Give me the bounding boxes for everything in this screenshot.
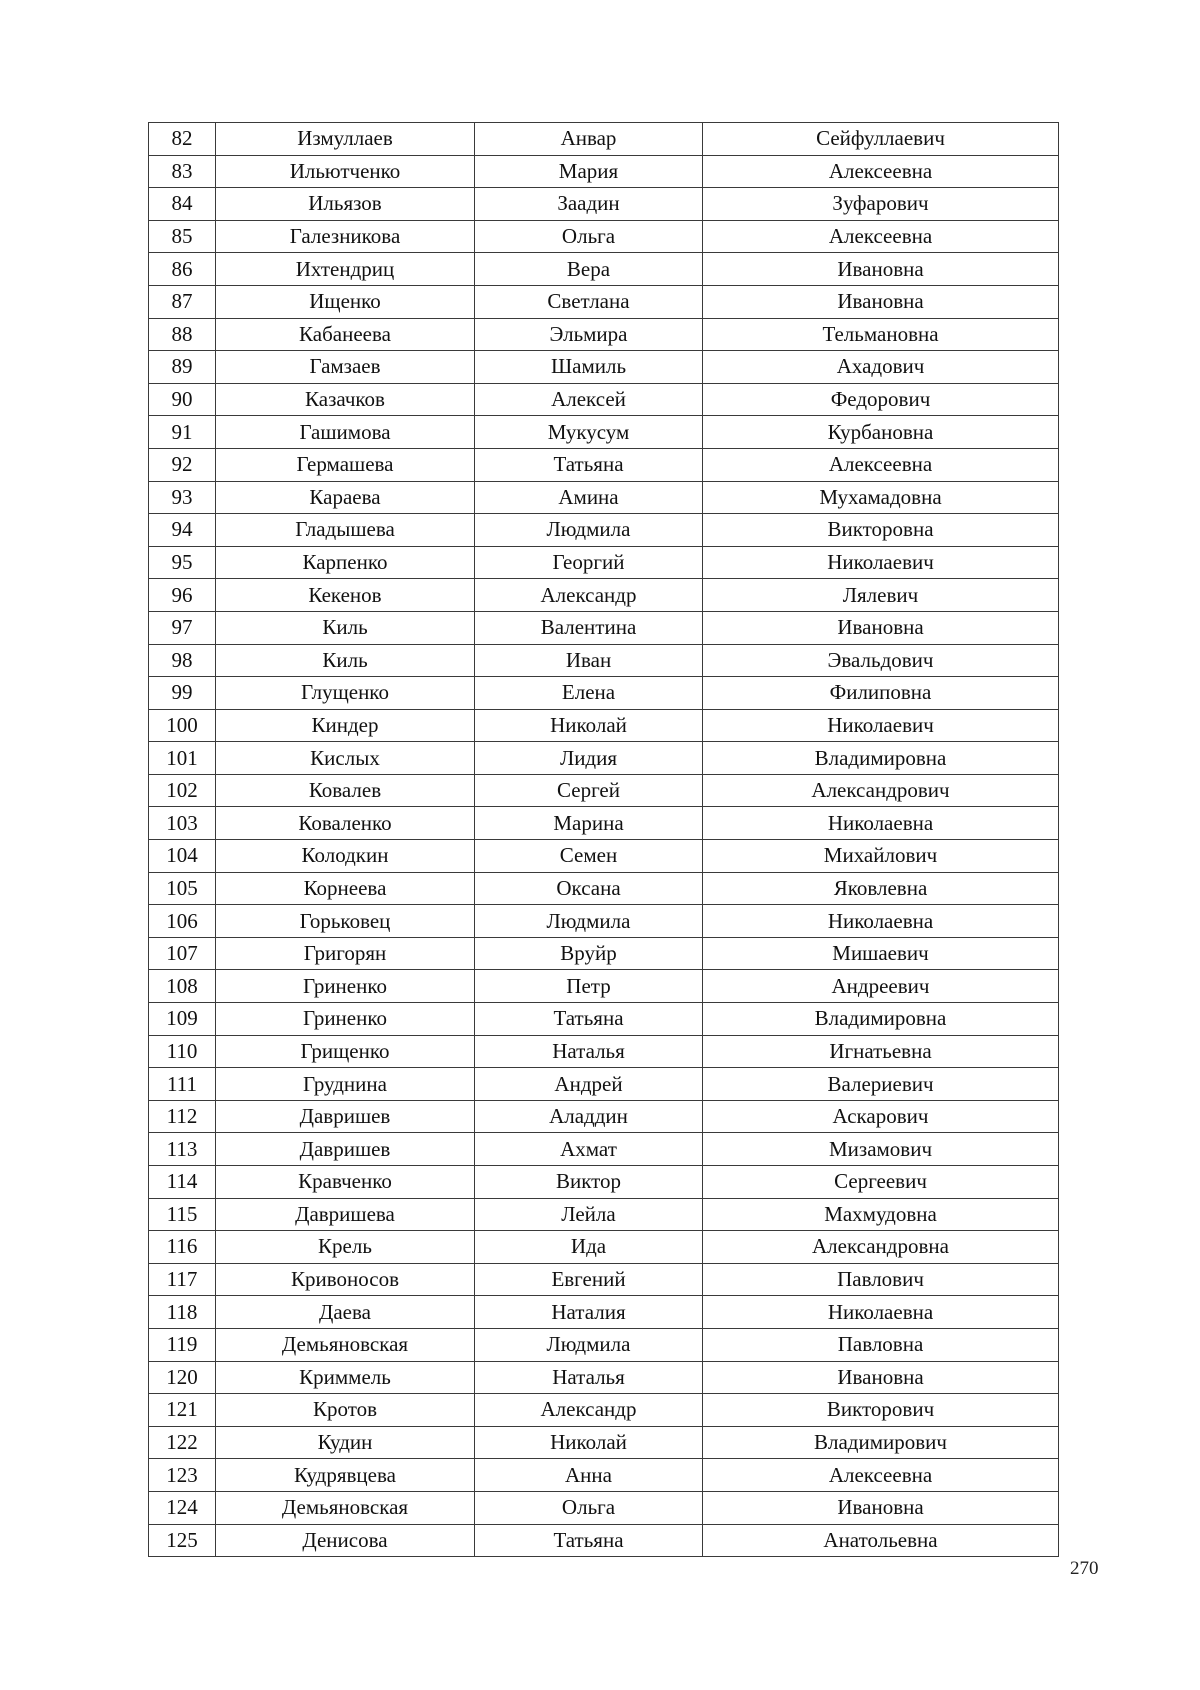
patronymic-cell: Федорович xyxy=(703,383,1059,416)
first-name-cell: Николай xyxy=(475,709,703,742)
surname-cell: Кудрявцева xyxy=(216,1459,475,1492)
table-row xyxy=(149,1426,1059,1459)
surname-cell: Криммель xyxy=(216,1361,475,1394)
first-name-cell: Оксана xyxy=(475,872,703,905)
surname-cell: Кислых xyxy=(216,742,475,775)
row-number-cell: 124 xyxy=(149,1491,216,1524)
patronymic-cell: Ахадович xyxy=(703,351,1059,384)
row-number-cell: 122 xyxy=(149,1426,216,1459)
row-number-cell: 107 xyxy=(149,937,216,970)
first-name-cell: Александр xyxy=(475,1394,703,1427)
patronymic-cell: Павловна xyxy=(703,1328,1059,1361)
surname-cell: Колодкин xyxy=(216,840,475,873)
surname-cell: Гриненко xyxy=(216,970,475,1003)
surname-cell: Даева xyxy=(216,1296,475,1329)
patronymic-cell: Викторовна xyxy=(703,514,1059,547)
table-row xyxy=(149,318,1059,351)
surname-cell: Гермашева xyxy=(216,448,475,481)
row-number-cell: 109 xyxy=(149,1003,216,1036)
first-name-cell: Наталья xyxy=(475,1035,703,1068)
surname-cell: Корнеева xyxy=(216,872,475,905)
surname-cell: Ильязов xyxy=(216,188,475,221)
table-row xyxy=(149,155,1059,188)
row-number-cell: 88 xyxy=(149,318,216,351)
patronymic-cell: Ивановна xyxy=(703,611,1059,644)
patronymic-cell: Тельмановна xyxy=(703,318,1059,351)
first-name-cell: Аладдин xyxy=(475,1100,703,1133)
surname-cell: Галезникова xyxy=(216,220,475,253)
row-number-cell: 95 xyxy=(149,546,216,579)
row-number-cell: 94 xyxy=(149,514,216,547)
surname-cell: Киль xyxy=(216,611,475,644)
row-number-cell: 89 xyxy=(149,351,216,384)
patronymic-cell: Алексеевна xyxy=(703,1459,1059,1492)
first-name-cell: Анна xyxy=(475,1459,703,1492)
row-number-cell: 120 xyxy=(149,1361,216,1394)
row-number-cell: 118 xyxy=(149,1296,216,1329)
patronymic-cell: Павлович xyxy=(703,1263,1059,1296)
first-name-cell: Елена xyxy=(475,677,703,710)
first-name-cell: Мукусум xyxy=(475,416,703,449)
surname-cell: Кудин xyxy=(216,1426,475,1459)
row-number-cell: 98 xyxy=(149,644,216,677)
first-name-cell: Амина xyxy=(475,481,703,514)
patronymic-cell: Эвальдович xyxy=(703,644,1059,677)
row-number-cell: 100 xyxy=(149,709,216,742)
table-row xyxy=(149,1328,1059,1361)
row-number-cell: 113 xyxy=(149,1133,216,1166)
patronymic-cell: Александрович xyxy=(703,774,1059,807)
table-row xyxy=(149,1524,1059,1557)
patronymic-cell: Алексеевна xyxy=(703,448,1059,481)
patronymic-cell: Николаевич xyxy=(703,709,1059,742)
table-row xyxy=(149,905,1059,938)
table-row xyxy=(149,1068,1059,1101)
table-row xyxy=(149,742,1059,775)
first-name-cell: Заадин xyxy=(475,188,703,221)
first-name-cell: Алексей xyxy=(475,383,703,416)
row-number-cell: 101 xyxy=(149,742,216,775)
row-number-cell: 103 xyxy=(149,807,216,840)
table-row xyxy=(149,1100,1059,1133)
surname-cell: Гамзаев xyxy=(216,351,475,384)
table-row xyxy=(149,677,1059,710)
patronymic-cell: Махмудовна xyxy=(703,1198,1059,1231)
surname-cell: Груднина xyxy=(216,1068,475,1101)
row-number-cell: 82 xyxy=(149,123,216,156)
first-name-cell: Шамиль xyxy=(475,351,703,384)
first-name-cell: Людмила xyxy=(475,1328,703,1361)
surname-cell: Горьковец xyxy=(216,905,475,938)
surname-cell: Гашимова xyxy=(216,416,475,449)
row-number-cell: 102 xyxy=(149,774,216,807)
row-number-cell: 85 xyxy=(149,220,216,253)
surname-cell: Грищенко xyxy=(216,1035,475,1068)
first-name-cell: Петр xyxy=(475,970,703,1003)
row-number-cell: 121 xyxy=(149,1394,216,1427)
surname-cell: Ильютченко xyxy=(216,155,475,188)
first-name-cell: Татьяна xyxy=(475,448,703,481)
table-row xyxy=(149,481,1059,514)
surname-cell: Карпенко xyxy=(216,546,475,579)
row-number-cell: 97 xyxy=(149,611,216,644)
surname-cell: Кравченко xyxy=(216,1166,475,1199)
table-row xyxy=(149,416,1059,449)
row-number-cell: 90 xyxy=(149,383,216,416)
row-number-cell: 91 xyxy=(149,416,216,449)
table-row xyxy=(149,709,1059,742)
surname-cell: Давришев xyxy=(216,1100,475,1133)
table-row xyxy=(149,188,1059,221)
table-row xyxy=(149,253,1059,286)
row-number-cell: 115 xyxy=(149,1198,216,1231)
table-row xyxy=(149,579,1059,612)
first-name-cell: Сергей xyxy=(475,774,703,807)
table-row xyxy=(149,1263,1059,1296)
surname-cell: Гриненко xyxy=(216,1003,475,1036)
table-row xyxy=(149,840,1059,873)
row-number-cell: 92 xyxy=(149,448,216,481)
table-row xyxy=(149,514,1059,547)
table-row xyxy=(149,123,1059,156)
first-name-cell: Семен xyxy=(475,840,703,873)
row-number-cell: 117 xyxy=(149,1263,216,1296)
table-row xyxy=(149,1459,1059,1492)
surname-cell: Караева xyxy=(216,481,475,514)
row-number-cell: 106 xyxy=(149,905,216,938)
first-name-cell: Ида xyxy=(475,1231,703,1264)
first-name-cell: Людмила xyxy=(475,905,703,938)
row-number-cell: 83 xyxy=(149,155,216,188)
first-name-cell: Лидия xyxy=(475,742,703,775)
first-name-cell: Александр xyxy=(475,579,703,612)
row-number-cell: 110 xyxy=(149,1035,216,1068)
surname-cell: Давришев xyxy=(216,1133,475,1166)
first-name-cell: Эльмира xyxy=(475,318,703,351)
first-name-cell: Марина xyxy=(475,807,703,840)
row-number-cell: 87 xyxy=(149,285,216,318)
surname-cell: Кротов xyxy=(216,1394,475,1427)
patronymic-cell: Николаевич xyxy=(703,546,1059,579)
patronymic-cell: Владимирович xyxy=(703,1426,1059,1459)
table-row xyxy=(149,1231,1059,1264)
first-name-cell: Валентина xyxy=(475,611,703,644)
surname-cell: Измуллаев xyxy=(216,123,475,156)
patronymic-cell: Филиповна xyxy=(703,677,1059,710)
patronymic-cell: Мухамадовна xyxy=(703,481,1059,514)
patronymic-cell: Андреевич xyxy=(703,970,1059,1003)
surname-cell: Гладышева xyxy=(216,514,475,547)
patronymic-cell: Сейфуллаевич xyxy=(703,123,1059,156)
page-number: 270 xyxy=(1070,1558,1099,1579)
surname-cell: Коваленко xyxy=(216,807,475,840)
patronymic-cell: Ивановна xyxy=(703,253,1059,286)
row-number-cell: 111 xyxy=(149,1068,216,1101)
names-table-body xyxy=(149,123,1059,1557)
first-name-cell: Светлана xyxy=(475,285,703,318)
table-row xyxy=(149,351,1059,384)
table-row xyxy=(149,1166,1059,1199)
row-number-cell: 119 xyxy=(149,1328,216,1361)
surname-cell: Киль xyxy=(216,644,475,677)
patronymic-cell: Николаевна xyxy=(703,905,1059,938)
row-number-cell: 93 xyxy=(149,481,216,514)
patronymic-cell: Сергеевич xyxy=(703,1166,1059,1199)
patronymic-cell: Михайлович xyxy=(703,840,1059,873)
first-name-cell: Георгий xyxy=(475,546,703,579)
table-row xyxy=(149,774,1059,807)
first-name-cell: Анвар xyxy=(475,123,703,156)
surname-cell: Ковалев xyxy=(216,774,475,807)
table-row xyxy=(149,1198,1059,1231)
patronymic-cell: Аскарович xyxy=(703,1100,1059,1133)
first-name-cell: Татьяна xyxy=(475,1524,703,1557)
names-table xyxy=(148,122,1059,1557)
patronymic-cell: Анатольевна xyxy=(703,1524,1059,1557)
patronymic-cell: Алексеевна xyxy=(703,155,1059,188)
surname-cell: Григорян xyxy=(216,937,475,970)
row-number-cell: 125 xyxy=(149,1524,216,1557)
patronymic-cell: Владимировна xyxy=(703,742,1059,775)
table-row xyxy=(149,1035,1059,1068)
surname-cell: Глущенко xyxy=(216,677,475,710)
first-name-cell: Виктор xyxy=(475,1166,703,1199)
surname-cell: Казачков xyxy=(216,383,475,416)
patronymic-cell: Николаевна xyxy=(703,807,1059,840)
row-number-cell: 99 xyxy=(149,677,216,710)
row-number-cell: 105 xyxy=(149,872,216,905)
first-name-cell: Ольга xyxy=(475,220,703,253)
patronymic-cell: Ивановна xyxy=(703,1491,1059,1524)
surname-cell: Демьяновская xyxy=(216,1491,475,1524)
patronymic-cell: Лялевич xyxy=(703,579,1059,612)
first-name-cell: Наталия xyxy=(475,1296,703,1329)
row-number-cell: 116 xyxy=(149,1231,216,1264)
patronymic-cell: Ивановна xyxy=(703,1361,1059,1394)
surname-cell: Ихтендриц xyxy=(216,253,475,286)
surname-cell: Крель xyxy=(216,1231,475,1264)
row-number-cell: 96 xyxy=(149,579,216,612)
first-name-cell: Вруйр xyxy=(475,937,703,970)
table-row xyxy=(149,1394,1059,1427)
surname-cell: Кривоносов xyxy=(216,1263,475,1296)
first-name-cell: Лейла xyxy=(475,1198,703,1231)
table-row xyxy=(149,220,1059,253)
patronymic-cell: Николаевна xyxy=(703,1296,1059,1329)
row-number-cell: 86 xyxy=(149,253,216,286)
table-row xyxy=(149,285,1059,318)
table-row xyxy=(149,383,1059,416)
patronymic-cell: Александровна xyxy=(703,1231,1059,1264)
row-number-cell: 123 xyxy=(149,1459,216,1492)
table-row xyxy=(149,611,1059,644)
patronymic-cell: Зуфарович xyxy=(703,188,1059,221)
table-row xyxy=(149,872,1059,905)
table-row xyxy=(149,1133,1059,1166)
table-row xyxy=(149,807,1059,840)
patronymic-cell: Владимировна xyxy=(703,1003,1059,1036)
patronymic-cell: Яковлевна xyxy=(703,872,1059,905)
patronymic-cell: Курбановна xyxy=(703,416,1059,449)
table-row xyxy=(149,1296,1059,1329)
table-row xyxy=(149,644,1059,677)
first-name-cell: Иван xyxy=(475,644,703,677)
surname-cell: Киндер xyxy=(216,709,475,742)
first-name-cell: Вера xyxy=(475,253,703,286)
patronymic-cell: Алексеевна xyxy=(703,220,1059,253)
row-number-cell: 108 xyxy=(149,970,216,1003)
first-name-cell: Николай xyxy=(475,1426,703,1459)
first-name-cell: Татьяна xyxy=(475,1003,703,1036)
surname-cell: Ищенко xyxy=(216,285,475,318)
first-name-cell: Мария xyxy=(475,155,703,188)
first-name-cell: Ольга xyxy=(475,1491,703,1524)
surname-cell: Денисова xyxy=(216,1524,475,1557)
table-row xyxy=(149,448,1059,481)
row-number-cell: 84 xyxy=(149,188,216,221)
first-name-cell: Наталья xyxy=(475,1361,703,1394)
patronymic-cell: Валериевич xyxy=(703,1068,1059,1101)
surname-cell: Демьяновская xyxy=(216,1328,475,1361)
table-row xyxy=(149,546,1059,579)
patronymic-cell: Мизамович xyxy=(703,1133,1059,1166)
table-row xyxy=(149,1361,1059,1394)
row-number-cell: 112 xyxy=(149,1100,216,1133)
first-name-cell: Людмила xyxy=(475,514,703,547)
first-name-cell: Андрей xyxy=(475,1068,703,1101)
row-number-cell: 114 xyxy=(149,1166,216,1199)
patronymic-cell: Мишаевич xyxy=(703,937,1059,970)
table-row xyxy=(149,1491,1059,1524)
first-name-cell: Ахмат xyxy=(475,1133,703,1166)
patronymic-cell: Игнатьевна xyxy=(703,1035,1059,1068)
row-number-cell: 104 xyxy=(149,840,216,873)
surname-cell: Давришева xyxy=(216,1198,475,1231)
surname-cell: Кабанеева xyxy=(216,318,475,351)
table-row xyxy=(149,1003,1059,1036)
patronymic-cell: Викторович xyxy=(703,1394,1059,1427)
patronymic-cell: Ивановна xyxy=(703,285,1059,318)
table-row xyxy=(149,970,1059,1003)
first-name-cell: Евгений xyxy=(475,1263,703,1296)
table-row xyxy=(149,937,1059,970)
surname-cell: Кекенов xyxy=(216,579,475,612)
